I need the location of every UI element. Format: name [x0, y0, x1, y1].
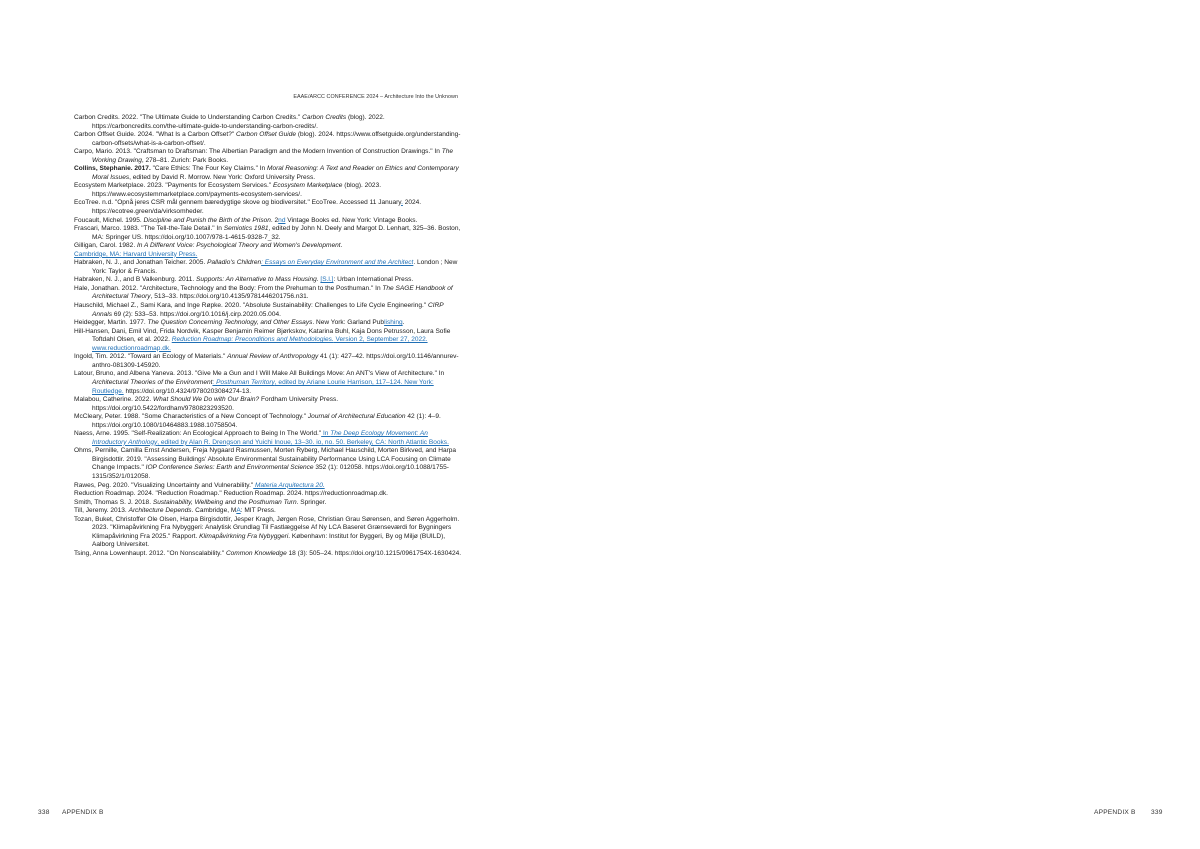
reference-entry — [74, 319, 464, 328]
reference-link[interactable]: , edited by Alan R. Drengson and Yuichi Inoue, 13–30. io, no. 50. Berkeley, CA: North Atlantic Books. — [157, 438, 449, 446]
reference-italic-title: Discipline and Punish the Birth of the Prison — [143, 216, 271, 224]
reference-entry — [74, 430, 464, 447]
reference-italic-title: In A Different Voice: Psychological Theory and Women's Development — [136, 242, 341, 250]
reference-text: "Care Ethics: The Four Key Claims." In — [150, 165, 268, 173]
reference-text: Ingold, Tim. 2012. "Toward an Ecology of Materials." — [74, 353, 228, 361]
reference-text: (blog). 2023. https://www.ecosystemmarketplace.com/payments-ecosystem-services/. — [92, 182, 382, 198]
reference-italic-title: Moral Reasoning: A Text and Reader on Ethics and Contemporary Moral Issues — [92, 165, 459, 181]
reference-text: Tozan, Buket, Christoffer Ole Olsen, Harpa Birgisdottir, Jesper Kragh, Jørgen Rose, Christian Grau Sørensen, and Søren Aggerholm. 2023. "Klimapåvirkning Fra Nybyggeri: Analytisk Grundlag Til Fastlæggelse Af Ny LCA Baseret Grænseværdi for Bygningers Klimapåvirkning Fra 2025." Rapport. — [74, 515, 460, 540]
reference-link[interactable]: In — [321, 430, 331, 438]
reference-text: Fordham University Press. https://doi.org/10.5422/fordham/9780823293520. — [92, 396, 339, 412]
reference-entry — [74, 251, 464, 260]
reference-text: , edited by John N. Deely and Margot D. Lenhart, 325–36. Boston, MA: Springer US. https://doi.org/10.1007/978-1-4615-9328-7_32. — [92, 225, 461, 241]
reference-text: (blog). 2024. https://www.offsetguide.org/understanding-carbon-offsets/what-is-a-carbon-offset/. — [92, 131, 461, 147]
reference-entry — [74, 499, 464, 508]
page-number-left: 338 — [38, 809, 50, 816]
reference-link[interactable]: lishing — [384, 319, 403, 327]
reference-entry — [74, 490, 464, 499]
reference-text: Hale, Jonathan. 2012. "Architecture, Technology and the Body: From the Prehuman to the Posthuman." In — [74, 284, 383, 292]
reference-text: Carpo, Mario. 2013. "Craftsman to Draftsman: The Albertian Paradigm and the Modern Invention of Construction Drawings." In — [74, 148, 442, 156]
reference-italic-title: Sustainability, Wellbeing and the Posthuman Turn — [152, 498, 297, 506]
reference-text: Frascari, Marco. 1983. "The Tell-the-Tale Detail." In — [74, 225, 224, 233]
reference-entry — [74, 328, 464, 354]
reference-entry — [74, 550, 464, 559]
reference-entry — [74, 302, 464, 319]
reference-italic-title: Klimapåvirkning Fra Nybyggeri — [199, 532, 289, 540]
reference-italic-title: Architecture Depends — [128, 507, 192, 515]
reference-link[interactable]: . — [401, 199, 403, 207]
reference-text: Gilligan, Carol. 1982. — [74, 242, 137, 250]
reference-italic-title: Journal of Architectural Education — [307, 413, 406, 421]
reference-text: Reduction Roadmap. 2024. "Reduction Roadmap." Reduction Roadmap. 2024. https://reductionroadmap.dk. — [74, 490, 388, 498]
reference-text: 41 (1): 427–42. https://doi.org/10.1146/annurev-anthro-081309-145920. — [92, 353, 459, 369]
reference-italic-title: Carbon Offset Guide — [235, 131, 297, 139]
page-section-label-right: APPENDIX B — [1094, 809, 1136, 816]
reference-text: . 2 — [270, 216, 279, 224]
right-page — [600, 0, 1200, 849]
reference-entry — [74, 370, 464, 396]
reference-text: 352 (1): 012058. https://doi.org/10.1088/1755-1315/352/1/012058. — [92, 464, 449, 480]
reference-text: 18 (3): 505–24. https://doi.org/10.1215/0961754X-1630424. — [286, 549, 462, 557]
reference-link[interactable]: , edited by Ariane Lourie Harrison, 117–124. New York: Routledge. — [92, 378, 434, 395]
reference-text: , 278–81. Zurich: Park Books. — [141, 156, 229, 164]
reference-italic-title: Supports: An Alternative to Mass Housing — [196, 276, 317, 284]
reference-link[interactable]: : Posthuman Territory — [212, 378, 275, 386]
reference-text: : MIT Press. — [240, 507, 276, 515]
reference-entry — [74, 276, 464, 285]
reference-text: . Cambridge, M — [191, 507, 237, 515]
reference-entry — [74, 353, 464, 370]
reference-text: Ohms, Pernille, Camilla Ernst Andersen, Freja Nygaard Rasmussen, Morten Ryberg, Michael Hauschild, Morten Birkved, and Harpa Birgisdottir. 2019. "Assessing Buildings' Absolute Environmental Sustainability Performance Using LCA Focusing on Climate Change Impacts." — [74, 447, 457, 472]
reference-text: Vintage Books ed. New York: Vintage Books. — [285, 216, 418, 224]
reference-text: (blog). 2022. https://carboncredits.com/the-ultimate-guide-to-understanding-carbon-credits/. — [92, 114, 385, 130]
reference-entry — [74, 482, 464, 491]
reference-text: Rawes, Peg. 2020. "Visualizing Uncertainty and Vulnerability." — [74, 481, 254, 489]
reference-entry — [74, 217, 464, 226]
reference-text: McCleary, Peter. 1988. "Some Characteristics of a New Concept of Technology." — [74, 413, 308, 421]
reference-link[interactable]: A — [236, 507, 241, 515]
reference-italic-title: What Should We Do with Our Brain? — [152, 396, 260, 404]
reference-text: Habraken, N. J., and B Valkenburg. 2011. — [74, 276, 197, 284]
reference-text: . — [340, 242, 343, 250]
reference-text: . London ; New York: Taylor & Francis. — [92, 259, 458, 275]
reference-link[interactable]: The Deep Ecology Movement: An Introductory Anthology — [92, 430, 428, 446]
reference-entry — [74, 413, 464, 430]
reference-entry — [74, 285, 464, 302]
reference-bold-author: Collins, Stephanie. 2017. — [74, 165, 151, 173]
page-number-right: 339 — [1151, 809, 1163, 816]
reference-italic-title: The Working Drawing — [92, 148, 453, 164]
reference-link[interactable]: Cambridge, MA: Harvard University Press. — [74, 250, 198, 258]
reference-entry — [74, 165, 464, 182]
reference-text: 2024. https://ecotree.green/da/virksomheder. — [92, 199, 422, 216]
reference-text: Tsing, Anna Lowenhaupt. 2012. "On Nonscalability." — [74, 549, 226, 557]
reference-italic-title: Annual Review of Anthropology — [227, 353, 319, 361]
reference-text: Malabou, Catherine. 2022. — [74, 396, 153, 404]
reference-entry — [74, 507, 464, 516]
reference-text: , edited by David R. Morrow. New York: Oxford University Press. — [129, 173, 316, 181]
reference-link[interactable]: Materia Arquitectura 20. — [253, 481, 325, 489]
reference-text: . København: Institut for Byggeri, By og Miljø (BUILD), Aalborg Universitet. — [92, 532, 446, 549]
reference-text: Carbon Credits. 2022. "The Ultimate Guide to Understanding Carbon Credits." — [74, 114, 303, 121]
reference-text: . New York: Garland Pub — [312, 319, 385, 327]
reference-text: 69 (2): 533–53. https://doi.org/10.1016/j.cirp.2020.05.004. — [112, 310, 281, 318]
reference-text: Ecosystem Marketplace. 2023. "Payments for Ecosystem Services." — [74, 182, 273, 190]
reference-text: 42 (1): 4–9. https://doi.org/10.1080/10464883.1988.10758504. — [92, 413, 441, 429]
reference-italic-title: Ecosystem Marketplace — [272, 182, 343, 190]
reference-text: Smith, Thomas S. J. 2018. — [74, 498, 153, 506]
reference-italic-title: Palladio's Children — [207, 259, 262, 267]
reference-entry — [74, 148, 464, 165]
reference-entry — [74, 114, 464, 131]
reference-text: Till, Jeremy. 2013. — [74, 507, 129, 515]
reference-text: : Urban International Press. — [333, 276, 414, 284]
reference-text: Foucault, Michel. 1995. — [74, 216, 144, 224]
reference-entry — [74, 199, 464, 216]
reference-link[interactable]: Reduction Roadmap: Preconditions and Methodologies. — [171, 336, 334, 344]
reference-entry — [74, 225, 464, 242]
reference-italic-title: Common Knowledge — [225, 549, 287, 557]
reference-text: . — [316, 276, 321, 284]
reference-text: EcoTree. n.d. "Opnå jeres CSR mål gennem bæredygtige skove og biodiversitet." EcoTree. Accessed 11 January — [74, 199, 402, 207]
reference-text: https://doi.org/10.4324/9780203084274-13. — [123, 387, 252, 395]
reference-entry — [74, 516, 464, 550]
reference-italic-title: Architectural Theories of the Environment — [92, 378, 213, 386]
reference-entry — [74, 396, 464, 413]
reference-text: . — [402, 319, 405, 327]
reference-italic-title: The Question Concerning Technology, and Other Essays — [147, 319, 313, 327]
reference-italic-title: IOP Conference Series: Earth and Environmental Science — [145, 464, 314, 472]
reference-text: . Springer. — [296, 498, 327, 506]
page-section-label-left: APPENDIX B — [62, 809, 104, 816]
running-head: EAAE/ARCC CONFERENCE 2024 – Architecture Into the Unknown — [293, 94, 458, 100]
reference-link[interactable]: [S.l.] — [320, 276, 334, 284]
reference-list — [74, 114, 464, 558]
reference-text: Carbon Offset Guide. 2024. "What Is a Carbon Offset?" — [74, 131, 236, 139]
reference-italic-title: CIRP Annals — [92, 302, 444, 318]
reference-text: Latour, Bruno, and Albena Yaneva. 2013. "Give Me a Gun and I Will Make All Buildings Move: An ANT's View of Architecture." In — [74, 370, 445, 378]
reference-link[interactable]: : Essays on Everyday Environment and the Architect — [261, 259, 414, 267]
reference-entry — [74, 242, 464, 251]
reference-link[interactable]: nd — [278, 216, 286, 224]
reference-entry — [74, 447, 464, 481]
reference-text: , 513–33. https://doi.org/10.4135/9781446201756.n31. — [150, 293, 309, 301]
reference-entry — [74, 131, 464, 148]
reference-text: Hauschild, Michael Z., Sami Kara, and Inge Røpke. 2020. "Absolute Sustainability: Challenges to Life Cycle Engineering." — [74, 302, 429, 310]
reference-text: Heidegger, Martin. 1977. — [74, 319, 148, 327]
reference-italic-title: Semiotics 1981 — [223, 225, 269, 233]
reference-link[interactable]: Version 2, September 27, 2022. www.reductionroadmap.dk. — [92, 336, 428, 352]
reference-text: Habraken, N. J., and Jonathan Teicher. 2005. — [74, 259, 208, 267]
reference-italic-title: Carbon Credits — [302, 114, 347, 121]
reference-text: Naess, Arne. 1995. "Self-Realization: An Ecological Approach to Being In The World." — [74, 430, 322, 438]
reference-italic-title: The SAGE Handbook of Architectural Theory — [92, 284, 453, 301]
reference-entry — [74, 182, 464, 199]
reference-text: Hill-Hansen, Dani, Emil Vind, Frida Nordvik, Kasper Benjamin Reimer Bjørkskov, Katarina Buhl, Kaja Dons Petrusson, Laura Sofie Toftdahl Olsen, et al. 2022. — [74, 327, 451, 344]
reference-entry — [74, 259, 464, 276]
